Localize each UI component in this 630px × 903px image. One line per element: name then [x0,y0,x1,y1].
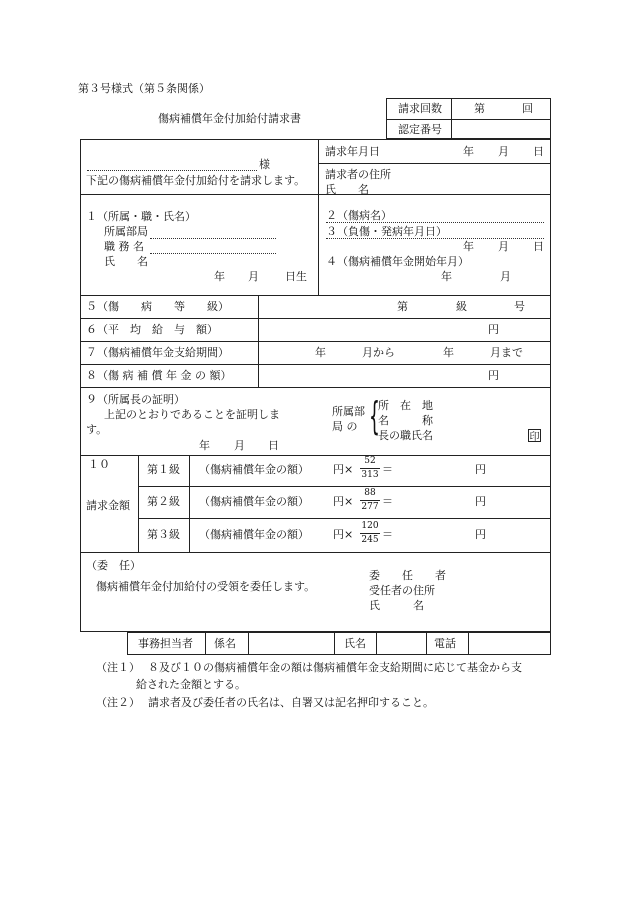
fraction-numerator: 120 [361,521,379,531]
grade-desc: （傷病補償年金の額） [199,495,309,508]
item3-label: ３（負傷・発病年月日） [326,225,447,238]
grade-yen: 円 [475,463,486,476]
note1-text1: ８及び１０の傷病補償年金の額は傷病補償年金支給期間に応じて基金から支 [148,661,522,674]
grade-yen-x: 円× [333,463,354,476]
note2-label: （注２） [96,696,140,709]
row6-label: ６（平 均 給 与 額） [86,323,218,336]
item1-birth-year: 年 [214,270,225,283]
item4-year: 年 [441,270,452,283]
seal-icon: 印 [528,429,541,442]
item9-dept-label2: 局 の [332,420,358,433]
grade-label: 第２級 [147,495,180,508]
addressee-sama: 様 [259,158,270,171]
addressee-input[interactable] [87,170,257,171]
claimant-name-label: 氏 名 [325,183,369,196]
staff-name-input[interactable] [378,634,424,653]
cert-number-label: 認定番号 [398,123,442,136]
fraction-numerator: 88 [364,488,376,498]
item9-month: 月 [234,439,245,452]
item9-office-name: 名 称 [378,414,433,427]
item9-location: 所 在 地 [378,399,433,412]
page-title: 傷病補償年金付加給付請求書 [158,112,301,125]
fraction-denominator: 277 [361,502,379,512]
delegate-name-label: 氏 名 [369,599,424,612]
item1-post-label: 職 務 名 [104,240,144,253]
row7-to: 月まで [490,346,523,359]
claim-count-kai: 回 [522,102,533,115]
item10-label: 請求金額 [86,499,130,512]
row7-from: 月から [362,346,395,359]
row6-yen: 円 [488,323,499,336]
note1-label: （注１） [96,661,140,674]
brace-icon: { [369,394,380,438]
grade-yen-x: 円× [333,495,354,508]
delegation-text: 傷病補償年金付加給付の受領を委任します。 [96,580,316,593]
item9-text2: す。 [86,423,108,436]
delegator-label: 委 任 者 [369,569,446,582]
item2-input[interactable] [326,222,544,223]
grade-fraction [360,522,380,545]
item9-day: 日 [268,439,279,452]
row5-label: ５（傷 病 等 級） [86,300,229,313]
delegation-heading: （委 任） [86,559,141,572]
note2-text1: 請求者及び委任者の氏名は、自署又は記名押印すること。 [148,696,434,709]
row5-go: 号 [514,300,525,313]
item4-month: 月 [500,270,511,283]
row8-yen: 円 [488,369,499,382]
fraction-numerator: 52 [364,456,376,466]
item3-day: 日 [533,240,544,253]
item10-number: １０ [88,458,110,471]
fraction-denominator: 245 [361,535,379,545]
staff-phone-input[interactable] [470,634,549,653]
item9-text1: 上記のとおりであることを証明しま [104,408,280,421]
grade-label: 第３級 [147,528,180,541]
row5-dai: 第 [397,300,408,313]
item1-birth-day: 日生 [285,270,307,283]
item9-dept-label1: 所属部 [332,405,365,418]
claim-date-day: 日 [533,145,544,158]
note1-text2: 給された金額とする。 [136,678,246,691]
grade-desc: （傷病補償年金の額） [199,463,309,476]
row7-label: ７（傷病補償年金支給期間） [86,346,229,359]
staff-post-input[interactable] [250,634,332,653]
grade-equals: ＝ [382,495,393,508]
claim-count-label: 請求回数 [398,102,442,115]
staff-post-label: 係名 [214,637,236,650]
claim-date-label: 請求年月日 [325,145,380,158]
staff-name-label: 氏名 [344,637,366,650]
staff-label: 事務担当者 [138,637,193,650]
staff-phone-label: 電話 [434,637,456,650]
grade-fraction [360,489,380,512]
grade-yen: 円 [475,528,486,541]
item1-dept-label: 所属部局 [104,225,148,238]
item2-label: ２（傷病名） [326,209,392,222]
item1-post-input[interactable] [150,253,276,254]
form-number: 第３号様式（第５条関係） [78,82,210,95]
grade-yen: 円 [475,495,486,508]
fraction-denominator: 313 [361,470,379,480]
cert-number-input[interactable] [453,121,549,137]
item3-month: 月 [498,240,509,253]
item9-chief: 長の職氏名 [378,429,433,442]
grade-yen-x: 円× [333,528,354,541]
item1-birth-month: 月 [248,270,259,283]
row5-kyu: 級 [456,300,467,313]
item1-name-label: 氏 名 [104,255,148,268]
grade-desc: （傷病補償年金の額） [199,528,309,541]
item1-dept-input[interactable] [150,238,276,239]
row7-year2: 年 [443,346,454,359]
grade-fraction [360,457,380,480]
delegate-address-label: 受任者の住所 [369,584,435,597]
claim-date-year: 年 [463,145,474,158]
row7-year1: 年 [315,346,326,359]
item9-year: 年 [199,439,210,452]
request-text: 下記の傷病補償年金付加給付を請求します。 [86,174,306,187]
grade-equals: ＝ [382,528,393,541]
grade-equals: ＝ [382,463,393,476]
grade-label: 第１級 [147,463,180,476]
item3-input[interactable] [326,238,544,239]
item1-heading: １（所属・職・氏名） [86,210,196,223]
row8-label: ８（傷 病 補 償 年 金 の 額） [86,369,232,382]
item3-year: 年 [463,240,474,253]
claim-date-month: 月 [498,145,509,158]
item9-heading: ９（所属長の証明） [86,393,185,406]
item4-label: ４（傷病補償年金開始年月） [326,255,469,268]
claim-count-dai: 第 [474,102,485,115]
claimant-address-label: 請求者の住所 [325,168,391,181]
claim-count-input[interactable] [486,101,518,117]
